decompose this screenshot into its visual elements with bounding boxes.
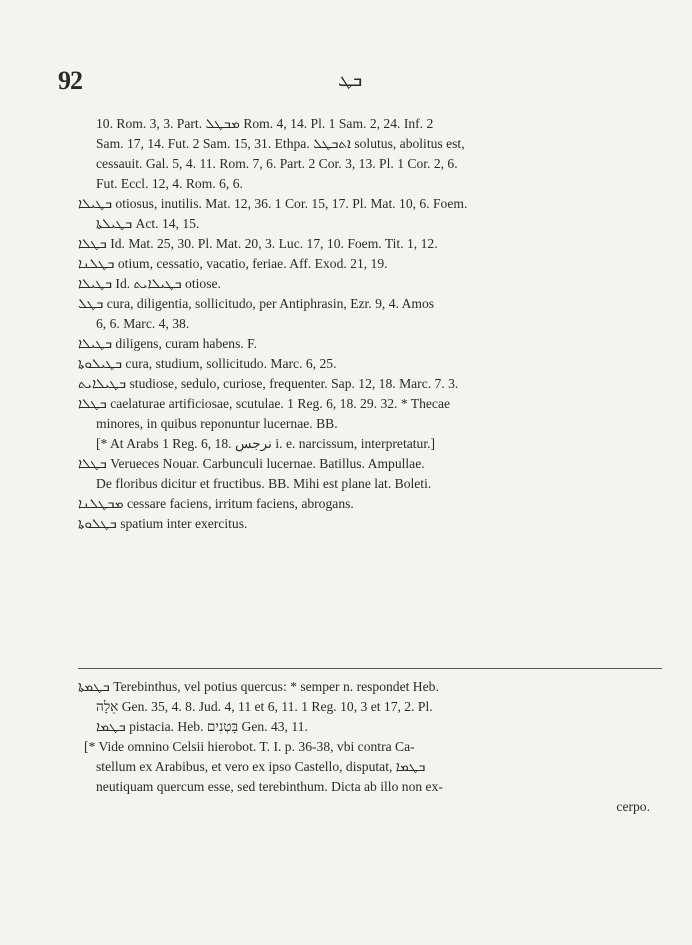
entry-line: ܒܛܠܐ Id. Mat. 25, 30. Pl. Mat. 20, 3. Luc. 17, 10. Foem. Tit. 1, 12. <box>78 236 438 251</box>
entry-line: Fut. Eccl. 12, 4. Rom. 6, 6. <box>96 176 243 191</box>
entry-line: ܒܛܝܠܐ otiosus, inutilis. Mat. 12, 36. 1 Cor. 15, 17. Pl. Mat. 10, 6. Foem. <box>78 196 468 211</box>
entry-line: ܒܛܝܠܬܐ Act. 14, 15. <box>96 216 200 231</box>
entry-line: 10. Rom. 3, 3. Part. ܡܒܛܠ Rom. 4, 14. Pl. 1 Sam. 2, 24. Inf. 2 <box>96 116 434 131</box>
entry-line: [* At Arabs 1 Reg. 6, 18. نرجس i. e. narcissum, interpretatur.] <box>96 436 436 451</box>
entry-line: [* Vide omnino Celsii hierobot. T. I. p. 36-38, vbi contra Ca- <box>84 739 415 754</box>
entry-line: ܒܛܝܠܐܝܬ studiose, sedulo, curiose, frequenter. Sap. 12, 18. Marc. 7. 3. <box>78 376 459 391</box>
entry-line: ܒܛܝܠܘܬܐ cura, studium, sollicitudo. Marc. 6, 25. <box>78 356 337 371</box>
entry-line: De floribus dicitur et fructibus. BB. Mihi est plane lat. Boleti. <box>96 476 432 491</box>
entry-line: cessauit. Gal. 5, 4. 11. Rom. 7, 6. Part. 2 Cor. 3, 13. Pl. 1 Cor. 2, 6. <box>96 156 458 171</box>
entry-line: minores, in quibus reponuntur lucernae. BB. <box>96 416 338 431</box>
entry-line: ܒܛܡܬܐ Terebinthus, vel potius quercus: * semper n. respondet Heb. <box>78 679 439 694</box>
entry-line: ܡܒܛܠܢܐ cessare faciens, irritum faciens, abrogans. <box>78 496 354 511</box>
entry-line: ܒܛܠ cura, diligentia, sollicitudo, per Antiphrasin, Ezr. 9, 4. Amos <box>78 296 435 311</box>
entry-line: ܒܛܠܐ caelaturae artificiosae, scutulae. 1 Reg. 6, 18. 29. 32. * Thecae <box>78 396 451 411</box>
entry-line: ܒܛܝܠܐ diligens, curam habens. F. <box>78 336 258 351</box>
entry-line: 6, 6. Marc. 4, 38. <box>96 316 190 331</box>
lexicon-entries-bottom <box>78 677 658 817</box>
entry-line: ܒܛܠܐ Verueces Nouar. Carbunculi lucernae. Batillus. Ampullae. <box>78 456 425 471</box>
entry-line: stellum ex Arabibus, et vero ex ipso Castello, disputat, ܒܛܡܐ <box>96 759 426 774</box>
entry-line: ܒܛܠܢܐ otium, cessatio, vacatio, feriae. Aff. Exod. 21, 19. <box>78 256 388 271</box>
entry-line: אֵלָה Gen. 35, 4. 8. Jud. 4, 11 et 6, 11. 1 Reg. 10, 3 et 17, 2. Pl. <box>96 699 433 714</box>
lexicon-entries-top <box>78 114 658 534</box>
entry-line: ܒܛܠܘܬܐ spatium inter exercitus. <box>78 516 248 531</box>
entry-line: ܒܛܡܐ pistacia. Heb. בָּטְנִים Gen. 43, 11. <box>96 719 308 734</box>
running-head: ܒܛ <box>338 70 363 90</box>
page-number: 92 <box>58 66 82 95</box>
section-divider <box>78 668 662 669</box>
entry-line: ܒܛܝܠܐ Id. ܒܛܝܠܐܝܬ otiose. <box>78 276 221 291</box>
entry-line: Sam. 17, 14. Fut. 2 Sam. 15, 31. Ethpa. ܐܬܒܛܠ solutus, abolitus est, <box>96 136 465 151</box>
entry-line: cerpo. <box>616 799 650 814</box>
entry-line: neutiquam quercum esse, sed terebinthum. Dicta ab illo non ex- <box>96 779 443 794</box>
